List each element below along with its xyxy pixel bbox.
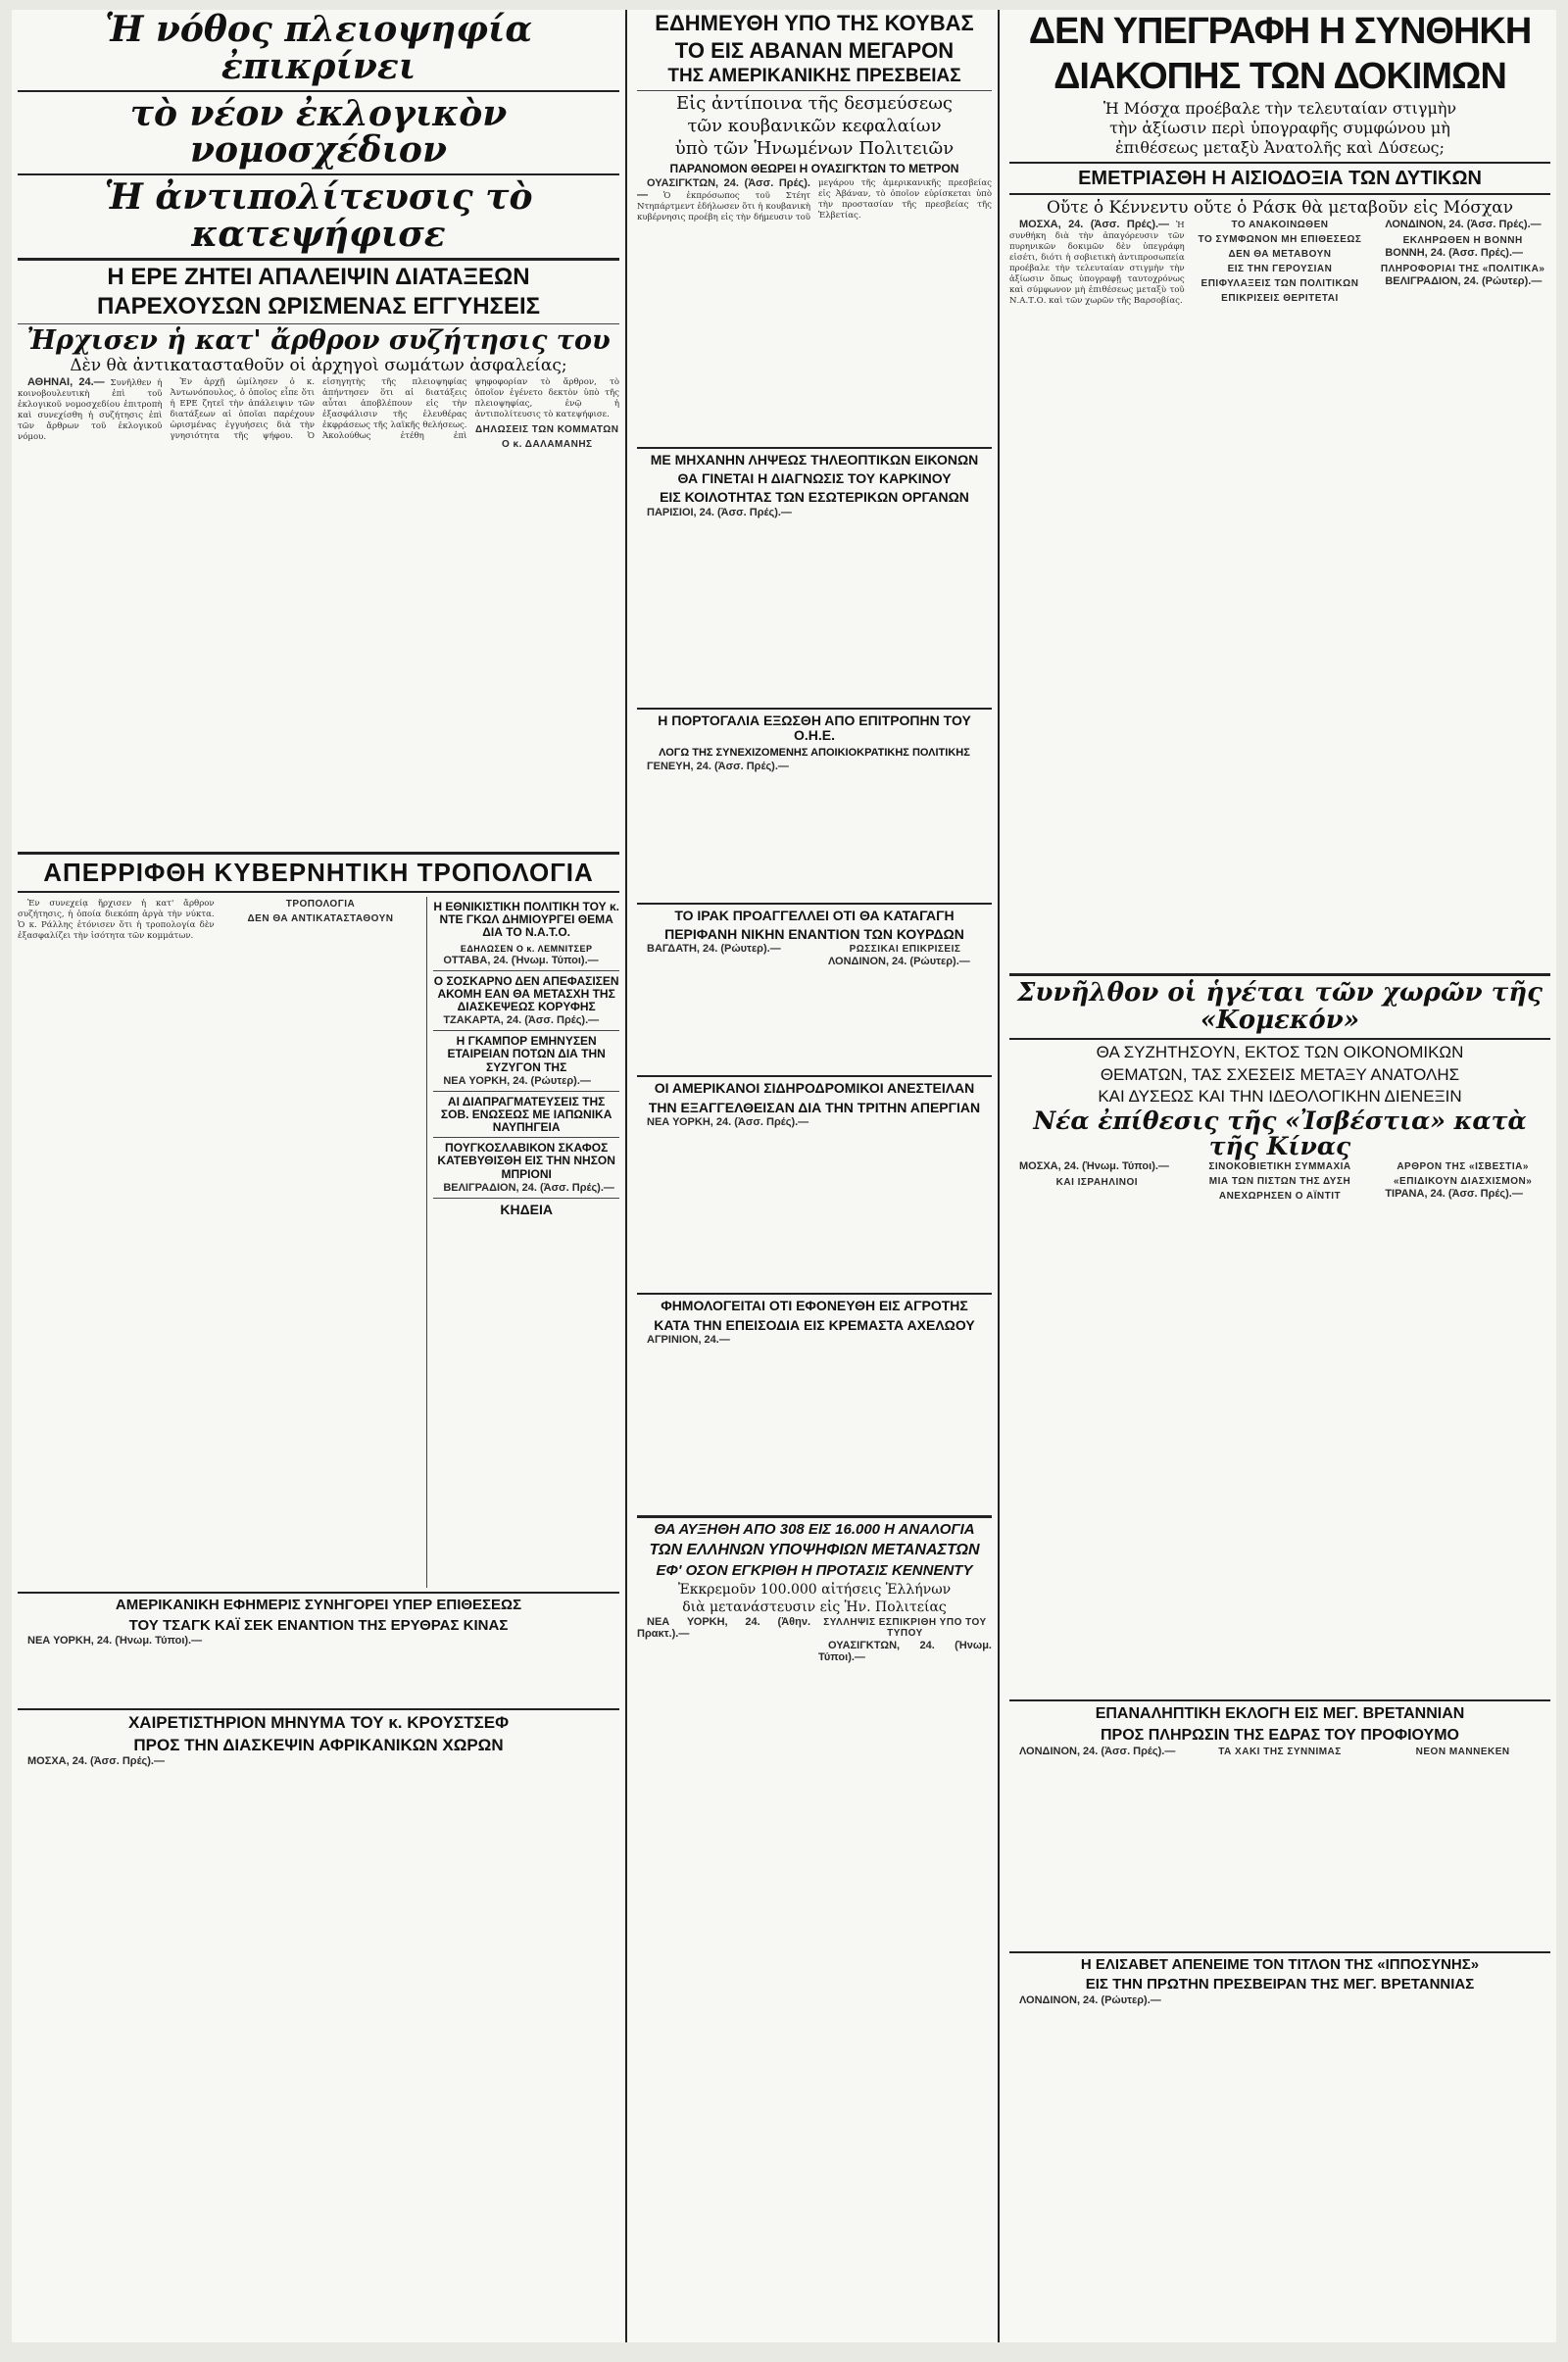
- article-cancer-body: ΠΑΡΙΣΙΟΙ, 24. (Ἀσσ. Πρές).—: [647, 506, 792, 518]
- article-treaty-body: ΜΟΣΧΑ, 24. (Ἀσσ. Πρές).— Ἡ συνθήκη διὰ τὴν ἀπαγόρευσιν τῶν πυρηνικῶν δοκιμῶν δὲν ὑπεγράφη εἰσέτι, διότι ἡ σοβιετικὴ ἀντιπροσωπεία προέβαλε τὴν τελευταίαν στιγμὴν τὴν ἀξίωσιν ὅπως ὑπογραφῇ ταυτοχρόνως καὶ σύμφωνον μὴ ἐπιθέσεως μεταξὺ τοῦ Ν.Α.Τ.Ο. καὶ τῶν χωρῶν τῆς Βαρσοβίας. ΤΟ ΑΝΑΚΟΙΝΩΘΕΝ ΤΟ ΣΥΜΦΩΝΟΝ ΜΗ ΕΠΙΘΕΣΕΩΣ ΔΕΝ ΘΑ ΜΕΤΑΒΟΥΝ ΕΙΣ ΤΗΝ ΓΕΡΟΥΣΙΑΝ ΕΠΙΦΥΛΑΞΕΙΣ ΤΩΝ ΠΟΛΙΤΙΚΩΝ ΕΠΙΚΡΙΣΕΙΣ ΘΕΡΙΤΕΤΑΙ ΛΟΝΔΙΝΟΝ, 24. (Ἀσσ. Πρές).— ΕΚΛΗΡΩΘΕΝ Η ΒΟΝΝΗ ΒΟΝΝΗ, 24. (Ἀσσ. Πρές).— ΠΛΗΡΟΦΟΡΙΑΙ ΤΗΣ «ΠΟΛΙΤΙΚΑ» ΒΕΛΙΓΡΑΔΙΟΝ, 24. (Ρώυτερ).—: [1009, 220, 1550, 969]
- subhead-cuba-b: τῶν κουβανικῶν κεφαλαίων: [687, 115, 942, 136]
- headline-cancer-c: ΕΙΣ ΚΟΙΛΟΤΗΤΑΣ ΤΩΝ ΕΣΩΤΕΡΙΚΩΝ ΟΡΓΑΝΩΝ: [660, 489, 969, 506]
- article-farmer-body: ΑΓΡΙΝΙΟΝ, 24.—: [647, 1333, 730, 1346]
- headline-treaty-b: ΔΙΑΚΟΠΗΣ ΤΩΝ ΔΟΚΙΜΩΝ: [1054, 55, 1506, 97]
- headline-farmer-a: ΦΗΜΟΛΟΓΕΙΤΑΙ ΟΤΙ ΕΦΟΝΕΥΘΗ ΕΙΣ ΑΓΡΟΤΗΣ: [661, 1298, 968, 1314]
- subhead-treaty-c: ἐπιθέσεως μεταξὺ Ἀνατολῆς καὶ Δύσεως;: [1115, 138, 1445, 158]
- article-elizabeth-body: ΛΟΝΔΙΝΟΝ, 24. (Ρώυτερ).—: [1019, 1993, 1161, 2006]
- article-khrushchev-body: ΜΟΣΧΑ, 24. (Ἀσσ. Πρές).—: [27, 1755, 165, 1768]
- inner-heading: ΡΩΣΣΙΚΑΙ ΕΠΙΚΡΙΣΕΙΣ: [849, 944, 961, 956]
- inner-heading: ΔΕΝ ΘΑ ΜΕΤΑΒΟΥΝ: [1228, 249, 1332, 261]
- brief-headline: Η ΕΘΝΙΚΙΣΤΙΚΗ ΠΟΛΙΤΙΚΗ ΤΟΥ κ. ΝΤΕ ΓΚΩΛ ΔΗΜΙΟΥΡΓΕΙ ΘΕΜΑ ΔΙΑ ΤΟ Ν.Α.Τ.Ο.: [433, 900, 620, 940]
- headline-cuba-a: ΕΔΗΜΕΥΘΗ ΥΠΟ ΤΗΣ ΚΟΥΒΑΣ: [655, 11, 974, 35]
- article-portugal-body: ΓΕΝΕΥΗ, 24. (Ἀσσ. Πρές).—: [647, 760, 789, 772]
- headline-american-paper-a: ΑΜΕΡΙΚΑΝΙΚΗ ΕΦΗΜΕΡΙΣ ΣΥΝΗΓΟΡΕΙ ΥΠΕΡ ΕΠΙΘΕΣΕΩΣ: [115, 1597, 522, 1614]
- subhead-security: Δὲν θὰ ἀντικατασταθοῦν οἱ ἀρχηγοὶ σωμάτων ἀσφαλείας;: [70, 355, 567, 375]
- inner-heading: Ο κ. ΔΑΛΑΜΑΝΗΣ: [501, 439, 593, 451]
- headline-ere-b: ΠΑΡΕΧΟΥΣΩΝ ΩΡΙΣΜΕΝΑΣ ΕΓΓΥΗΣΕΙΣ: [96, 293, 541, 320]
- subhead-comecon-b: ΘΕΜΑΤΩΝ, ΤΑΣ ΣΧΕΣΕΙΣ ΜΕΤΑΞΥ ΑΝΑΤΟΛΗΣ: [1100, 1064, 1460, 1084]
- headline-emigrants-b: ΤΩΝ ΕΛΛΗΝΩΝ ΥΠΟΨΗΦΙΩΝ ΜΕΤΑΝΑΣΤΩΝ: [649, 1542, 980, 1559]
- inner-heading: ΕΠΙΚΡΙΣΕΙΣ ΘΕΡΙΤΕΤΑΙ: [1221, 293, 1339, 305]
- inner-heading: ΔΕΝ ΘΑ ΑΝΤΙΚΑΤΑΣΤΑΘΟΥΝ: [247, 913, 394, 925]
- brief-text: ΒΕΛΙΓΡΑΔΙΟΝ, 24. (Ἀσσ. Πρές).—: [443, 1181, 614, 1194]
- article-railroad-body: ΝΕΑ ΥΟΡΚΗ, 24. (Ἀσσ. Πρές).—: [647, 1116, 809, 1129]
- headline-railroad-b: ΤΗΝ ΕΞΑΓΓΕΛΘΕΙΣΑΝ ΔΙΑ ΤΗΝ ΤΡΙΤΗΝ ΑΠΕΡΓΙΑΝ: [648, 1099, 981, 1115]
- article-amendment-body: [18, 899, 418, 1586]
- article-byelection-body: ΛΟΝΔΙΝΟΝ, 24. (Ἀσσ. Πρές).— ΤΑ ΧΑΚΙ ΤΗΣ ΣΥΝΝΙΜΑΣ ΝΕΟΝ ΜΑΝΝΕΚΕΝ: [1009, 1747, 1550, 1947]
- inner-heading: ΤΟ ΑΝΑΚΟΙΝΩΘΕΝ: [1231, 220, 1329, 231]
- subhead-comecon-c: ΚΑΙ ΔΥΣΕΩΣ ΚΑΙ ΤΗΝ ΙΔΕΟΛΟΓΙΚΗΝ ΔΙΕΝΕΞΙΝ: [1098, 1087, 1462, 1107]
- column-left: [12, 10, 627, 2342]
- inner-heading: ΕΚΛΗΡΩΘΕΝ Η ΒΟΝΝΗ: [1402, 235, 1523, 247]
- dateline: ΑΘΗΝΑΙ, 24.—: [27, 376, 105, 389]
- inner-heading: ΕΙΣ ΤΗΝ ΓΕΡΟΥΣΙΑΝ: [1227, 264, 1333, 275]
- inner-heading: ΤΑ ΧΑΚΙ ΤΗΣ ΣΥΝΝΙΜΑΣ: [1218, 1746, 1342, 1757]
- inner-heading: ΔΗΛΩΣΕΙΣ ΤΩΝ ΚΟΜΜΑΤΩΝ: [474, 424, 619, 436]
- sidebar-briefs: [426, 897, 619, 1588]
- subhead-treaty-b: τὴν ἀξίωσιν περὶ ὑπογραφῆς συμφώνου μὴ: [1109, 118, 1450, 137]
- inner-heading: ΕΠΙΦΥΛΑΞΕΙΣ ΤΩΝ ΠΟΛΙΤΙΚΩΝ: [1200, 278, 1359, 290]
- headline-cancer-a: ΜΕ ΜΗΧΑΝΗΝ ΛΗΨΕΩΣ ΤΗΛΕΟΠΤΙΚΩΝ ΕΙΚΟΝΩΝ: [650, 451, 979, 467]
- subhead-kennedy-rusk: Οὔτε ὁ Κέννεντυ οὔτε ὁ Ράσκ θὰ μεταβοῦν εἰς Μόσχαν: [1046, 197, 1514, 218]
- brief-headline-funeral: ΚΗΔΕΙΑ: [500, 1201, 553, 1217]
- inner-heading: ΝΕΟΝ ΜΑΝΝΕΚΕΝ: [1415, 1746, 1510, 1757]
- headline-emigrants-a: ΘΑ ΑΥΞΗΘΗ ΑΠΟ 308 ΕΙΣ 16.000 Η ΑΝΑΛΟΓΙΑ: [654, 1520, 975, 1538]
- article-lead: Συνῆλθεν ἡ κοινοβουλευτικὴ ἐπὶ τοῦ ἐκλογικοῦ νομοσχεδίου ἐπιτροπὴ καὶ συνεχίσθη ἡ συζήτησις ἐπὶ τῶν ἄρθρων τοῦ ἐκλογικοῦ νόμου.: [18, 378, 163, 443]
- headline-optimism: ΕΜΕΤΡΙΑΣΘΗ Η ΑΙΣΙΟΔΟΞΙΑ ΤΩΝ ΔΥΤΙΚΩΝ: [1078, 167, 1482, 189]
- inner-heading: ΑΝΕΧΩΡΗΣΕΝ Ο ΑΪΝΤΙΤ: [1218, 1191, 1342, 1203]
- brief-headline: ΑΙ ΔΙΑΠΡΑΓΜΑΤΕΥΣΕΙΣ ΤΗΣ ΣΟΒ. ΕΝΩΣΕΩΣ ΜΕ ΙΑΠΩΝΙΚΑ ΝΑΥΠΗΓΕΙΑ: [440, 1094, 612, 1135]
- headline-byelection-b: ΠΡΟΣ ΠΛΗΡΩΣΙΝ ΤΗΣ ΕΔΡΑΣ ΤΟΥ ΠΡΟΦΙΟΥΜΟ: [1101, 1727, 1459, 1745]
- headline-elizabeth-a: Η ΕΛΙΣΑΒΕΤ ΑΠΕΝΕΙΜΕ ΤΟΝ ΤΙΤΛΟΝ ΤΗΣ «ΙΠΠΟΣΥΝΗΣ»: [1080, 1955, 1480, 1973]
- headline-amendment: ΑΠΕΡΡΙΦΘΗ ΚΥΒΕΡΝΗΤΙΚΗ ΤΡΟΠΟΛΟΓΙΑ: [43, 858, 594, 888]
- headline-elizabeth-b: ΕΙΣ ΤΗΝ ΠΡΩΤΗΝ ΠΡΕΣΒΕΙΡΑΝ ΤΗΣ ΜΕΓ. ΒΡΕΤΑΝΝΙΑΣ: [1085, 1976, 1475, 1993]
- inner-heading: ΜΙΑ ΤΩΝ ΠΙΣΤΩΝ ΤΗΣ ΔΥΣΗ: [1208, 1176, 1351, 1188]
- subhead-comecon-a: ΘΑ ΣΥΖΗΤΗΣΟΥΝ, ΕΚΤΟΣ ΤΩΝ ΟΙΚΟΝΟΜΙΚΩΝ: [1096, 1042, 1464, 1061]
- newspaper-page: [12, 10, 1556, 2342]
- headline-izvestia: Νέα ἐπίθεσις τῆς «Ἰσβέστια» κατὰ τῆς Κίνας: [1033, 1106, 1527, 1161]
- article-electoral-body: [18, 377, 619, 848]
- column-middle: [631, 10, 1000, 2342]
- subhead-cuba-d: ΠΑΡΑΝΟΜΟΝ ΘΕΩΡΕΙ Η ΟΥΑΣΙΓΚΤΩΝ ΤΟ ΜΕΤΡΟΝ: [669, 162, 959, 176]
- article-cuba-body: ΟΥΑΣΙΓΚΤΩΝ, 24. (Ἀσσ. Πρές).— Ὁ ἐκπρόσωπος τοῦ Στέητ Ντηπάρτμεντ ἐδήλωσεν ὅτι ἡ κουβανικὴ κυβέρνησις προέβη εἰς τὴν δήμευσιν τοῦ μεγάρου τῆς ἀμερικανικῆς πρεσβείας εἰς Ἀβάναν, τὸ ὁποῖον εὑρίσκεται ὑπὸ τὴν προστασίαν τῆς πρεσβείας τῆς Ἑλβετίας.: [637, 176, 992, 222]
- headline-american-paper-b: ΤΟΥ ΤΣΑΓΚ ΚΑΪ ΣΕΚ ΕΝΑΝΤΙΟΝ ΤΗΣ ΕΡΥΘΡΑΣ ΚΙΝΑΣ: [128, 1616, 509, 1634]
- headline-ere-a: Η ΕΡΕ ΖΗΤΕΙ ΑΠΑΛΕΙΨΙΝ ΔΙΑΤΑΞΕΩΝ: [107, 263, 530, 290]
- headline-comecon: Συνῆλθον οἱ ἡγέται τῶν χωρῶν τῆς «Κομεκόν»: [1017, 978, 1543, 1035]
- column-right: [1004, 10, 1556, 2342]
- subhead-treaty-a: Ἡ Μόσχα προέβαλε τὴν τελευταίαν στιγμὴν: [1102, 98, 1457, 118]
- headline-railroad-a: ΟΙ ΑΜΕΡΙΚΑΝΟΙ ΣΙΔΗΡΟΔΡΟΜΙΚΟΙ ΑΝΕΣΤΕΙΛΑΝ: [654, 1080, 975, 1097]
- inner-heading: ΠΛΗΡΟΦΟΡΙΑΙ ΤΗΣ «ΠΟΛΙΤΙΚΑ»: [1380, 264, 1545, 275]
- article-paragraph: Ἐν συνεχείᾳ ἤρχισεν ἡ κατ' ἄρθρον συζήτησις, ἡ ὁποία διεκόπη ἀργὰ τὴν νύκτα. Ὁ κ. Ράλλης ἐτόνισεν ὅτι ἡ τροπολογία δὲν ἐξασφαλίζει τὴν ἰσότητα τῶν κομμάτων.: [18, 899, 215, 942]
- inner-heading: ΤΟ ΣΥΜΦΩΝΟΝ ΜΗ ΕΠΙΘΕΣΕΩΣ: [1198, 234, 1362, 246]
- amendment-section: [18, 897, 619, 1588]
- subhead-emigrants-b: διὰ μετανάστευσιν εἰς Ἡν. Πολιτείας: [682, 1599, 947, 1615]
- headline-treaty-a: ΔΕΝ ΥΠΕΓΡΑΦΗ Η ΣΥΝΘΗΚΗ: [1028, 11, 1532, 52]
- inner-heading: ΤΡΟΠΟΛΟΓΙΑ: [285, 899, 356, 910]
- headline-khrushchev-a: ΧΑΙΡΕΤΙΣΤΗΡΙΟΝ ΜΗΝΥΜΑ ΤΟΥ κ. ΚΡΟΥΣΤΣΕΦ: [127, 1713, 510, 1733]
- subhead-cuba-a: Εἰς ἀντίποινα τῆς δεσμεύσεως: [676, 93, 953, 115]
- kicker-headline-3: Ἡ ἀντιπολίτευσις τὸ κατεψήφισε: [104, 176, 533, 255]
- brief-headline: Η ΓΚΑΜΠΟΡ ΕΜΗΝΥΣΕΝ ΕΤΑΙΡΕΙΑΝ ΠΟΤΩΝ ΔΙΑ ΤΗΝ ΣΥΖΥΓΟΝ ΤΗΣ: [447, 1034, 606, 1074]
- headline-emigrants-c: ΕΦ' ΟΣΟΝ ΕΓΚΡΙΘΗ Η ΠΡΟΤΑΣΙΣ ΚΕΝΝΕΝΤΥ: [656, 1562, 973, 1579]
- headline-iraq-b: ΠΕΡΙΦΑΝΗ ΝΙΚΗΝ ΕΝΑΝΤΙΟΝ ΤΩΝ ΚΟΥΡΔΩΝ: [664, 925, 964, 942]
- kicker-headline-1: Ἡ νόθος πλειοψηφία ἐπικρίνει: [104, 10, 533, 87]
- subhead-cuba-c: ὑπὸ τῶν Ἡνωμένων Πολιτειῶν: [674, 137, 955, 159]
- brief-subheadline: ΕΔΗΛΩΣΕΝ Ο κ. ΛΕΜΝΙΤΣΕΡ: [460, 943, 593, 954]
- inner-heading: ΚΑΙ ΙΣΡΑΗΛΙΝΟΙ: [1055, 1177, 1139, 1189]
- brief-headline: ΠΟΥΓΚΟΣΛΑΒΙΚΟΝ ΣΚΑΦΟΣ ΚΑΤΕΒΥΘΙΣΘΗ ΕΙΣ ΤΗΝ ΝΗΣΟΝ ΜΠΡΙΟΝΙ: [437, 1141, 615, 1181]
- headline-portugal-a: Η ΠΟΡΤΟΓΑΛΙΑ ΕΞΩΣΘΗ ΑΠΟ ΕΠΙΤΡΟΠΗΝ ΤΟΥ Ο.Η.Ε.: [658, 712, 971, 744]
- headline-cuba-b: ΤΟ ΕΙΣ ΑΒΑΝΑΝ ΜΕΓΑΡΟΝ: [674, 38, 955, 64]
- kicker-headline-2: τὸ νέον ἐκλογικὸν νομοσχέδιον: [129, 92, 508, 172]
- headline-iraq-a: ΤΟ ΙΡΑΚ ΠΡΟΑΓΓΕΛΛΕΙ ΟΤΙ ΘΑ ΚΑΤΑΓΑΓΗ: [674, 907, 955, 923]
- brief-text: ΝΕΑ ΥΟΡΚΗ, 24. (Ρώυτερ).—: [443, 1074, 591, 1087]
- headline-debate: Ἠρχισεν ἡ κατ' ἄρθρον συζήτησις του: [26, 324, 611, 356]
- inner-heading: «ΕΠΙΔΙΚΟΥΝ ΔΙΑΣΧΙΣΜΟΝ»: [1393, 1176, 1533, 1188]
- headline-khrushchev-b: ΠΡΟΣ ΤΗΝ ΔΙΑΣΚΕΨΙΝ ΑΦΡΙΚΑΝΙΚΩΝ ΧΩΡΩΝ: [133, 1735, 504, 1754]
- headline-farmer-b: ΚΑΤΑ ΤΗΝ ΕΠΕΙΣΟΔΙΑ ΕΙΣ ΚΡΕΜΑΣΤΑ ΑΧΕΛΩΟΥ: [654, 1316, 975, 1333]
- article-comecon-body: ΜΟΣΧΑ, 24. (Ἡνωμ. Τύποι).— ΚΑΙ ΙΣΡΑΗΛΙΝΟΙ ΣΙΝΟΚΟΒΙΕΤΙΚΗ ΣΥΜΜΑΧΙΑ ΜΙΑ ΤΩΝ ΠΙΣΤΩΝ ΤΗΣ ΔΥΣΗ ΑΝΕΧΩΡΗΣΕΝ Ο ΑΪΝΤΙΤ ΑΡΘΡΟΝ ΤΗΣ «ΙΣΒΕΣΤΙΑ» «ΕΠΙΔΙΚΟΥΝ ΔΙΑΣΧΙΣΜΟΝ» ΤΙΡΑΝΑ, 24. (Ἀσσ. Πρές).—: [1009, 1161, 1550, 1696]
- inner-heading: ΣΥΛΛΗΨΙΣ ΕΣΠΙΚΡΙΘΗ ΥΠΟ ΤΟΥ ΤΥΠΟΥ: [823, 1616, 987, 1639]
- subhead-emigrants-a: Ἐκκρεμοῦν 100.000 αἰτήσεις Ἑλλήνων: [677, 1581, 952, 1598]
- inner-heading: ΣΙΝΟΚΟΒΙΕΤΙΚΗ ΣΥΜΜΑΧΙΑ: [1208, 1161, 1351, 1173]
- headline-cuba-c: ΤΗΣ ΑΜΕΡΙΚΑΝΙΚΗΣ ΠΡΕΣΒΕΙΑΣ: [667, 66, 961, 87]
- headline-portugal-b: ΛΟΓΩ ΤΗΣ ΣΥΝΕΧΙΖΟΜΕΝΗΣ ΑΠΟΙΚΙΟΚΡΑΤΙΚΗΣ ΠΟΛΙΤΙΚΗΣ: [659, 747, 970, 760]
- headline-byelection-a: ΕΠΑΝΑΛΗΠΤΙΚΗ ΕΚΛΟΓΗ ΕΙΣ ΜΕΓ. ΒΡΕΤΑΝΝΙΑΝ: [1095, 1705, 1465, 1723]
- article-iraq-body: ΒΑΓΔΑΤΗ, 24. (Ρώυτερ).— ΡΩΣΣΙΚΑΙ ΕΠΙΚΡΙΣΕΙΣ ΛΟΝΔΙΝΟΝ, 24. (Ρώυτερ).—: [637, 944, 992, 1071]
- brief-text: ΟΤΤΑΒΑ, 24. (Ἡνωμ. Τύποι).—: [443, 954, 599, 966]
- article-paragraph: Ἐν ἀρχῇ ὡμίλησεν ὁ κ. Ἀντωνόπουλος, ὁ ὁποῖος εἶπε ὅτι ἡ ΕΡΕ ζητεῖ τὴν ἀπάλειψιν τῶν διατάξεων αἱ ὁποῖαι παρέχουν ὡρισμένας ἐγγυήσεις διὰ τὴν γνησιότητα τῆς ψήφου. Ὁ εἰσηγητὴς τῆς πλειοψηφίας ἀπήντησεν ὅτι αἱ διατάξεις αὗται ἀποβλέπουν εἰς τὴν ἐξασφάλισιν τῆς ἐλευθέρας ἐκφράσεως τῆς λαϊκῆς θελήσεως. Ἀκολούθως ἐτέθη ἐπὶ ψηφοφορίαν τὸ ἄρθρον, τὸ ὁποῖον ἐγένετο δεκτὸν ὑπὸ τῆς πλειοψηφίας, ἐνῷ ἡ ἀντιπολίτευσις τὸ κατεψήφισε.: [170, 377, 619, 442]
- article-emigrants-body: ΝΕΑ ΥΟΡΚΗ, 24. (Ἀθην. Πρακτ.).— ΣΥΛΛΗΨΙΣ ΕΣΠΙΚΡΙΘΗ ΥΠΟ ΤΟΥ ΤΥΠΟΥ ΟΥΑΣΙΓΚΤΩΝ, 24. (Ἡνωμ. Τύποι).—: [637, 1615, 992, 1663]
- headline-cancer-b: ΘΑ ΓΙΝΕΤΑΙ Η ΔΙΑΓΝΩΣΙΣ ΤΟΥ ΚΑΡΚΙΝΟΥ: [677, 469, 952, 486]
- brief-text: ΤΖΑΚΑΡΤΑ, 24. (Ἀσσ. Πρές).—: [443, 1014, 600, 1027]
- brief-headline: Ο ΣΟΣΚΑΡΝΟ ΔΕΝ ΑΠΕΦΑΣΙΣΕΝ ΑΚΟΜΗ ΕΑΝ ΘΑ ΜΕΤΑΣΧΗ ΤΗΣ ΔΙΑΣΚΕΨΕΩΣ ΚΟΡΥΦΗΣ: [433, 973, 619, 1013]
- inner-heading: ΑΡΘΡΟΝ ΤΗΣ «ΙΣΒΕΣΤΙΑ»: [1396, 1161, 1529, 1173]
- article-american-paper-body: ΝΕΑ ΥΟΡΚΗ, 24. (Ἡνωμ. Τύποι).—: [27, 1635, 203, 1648]
